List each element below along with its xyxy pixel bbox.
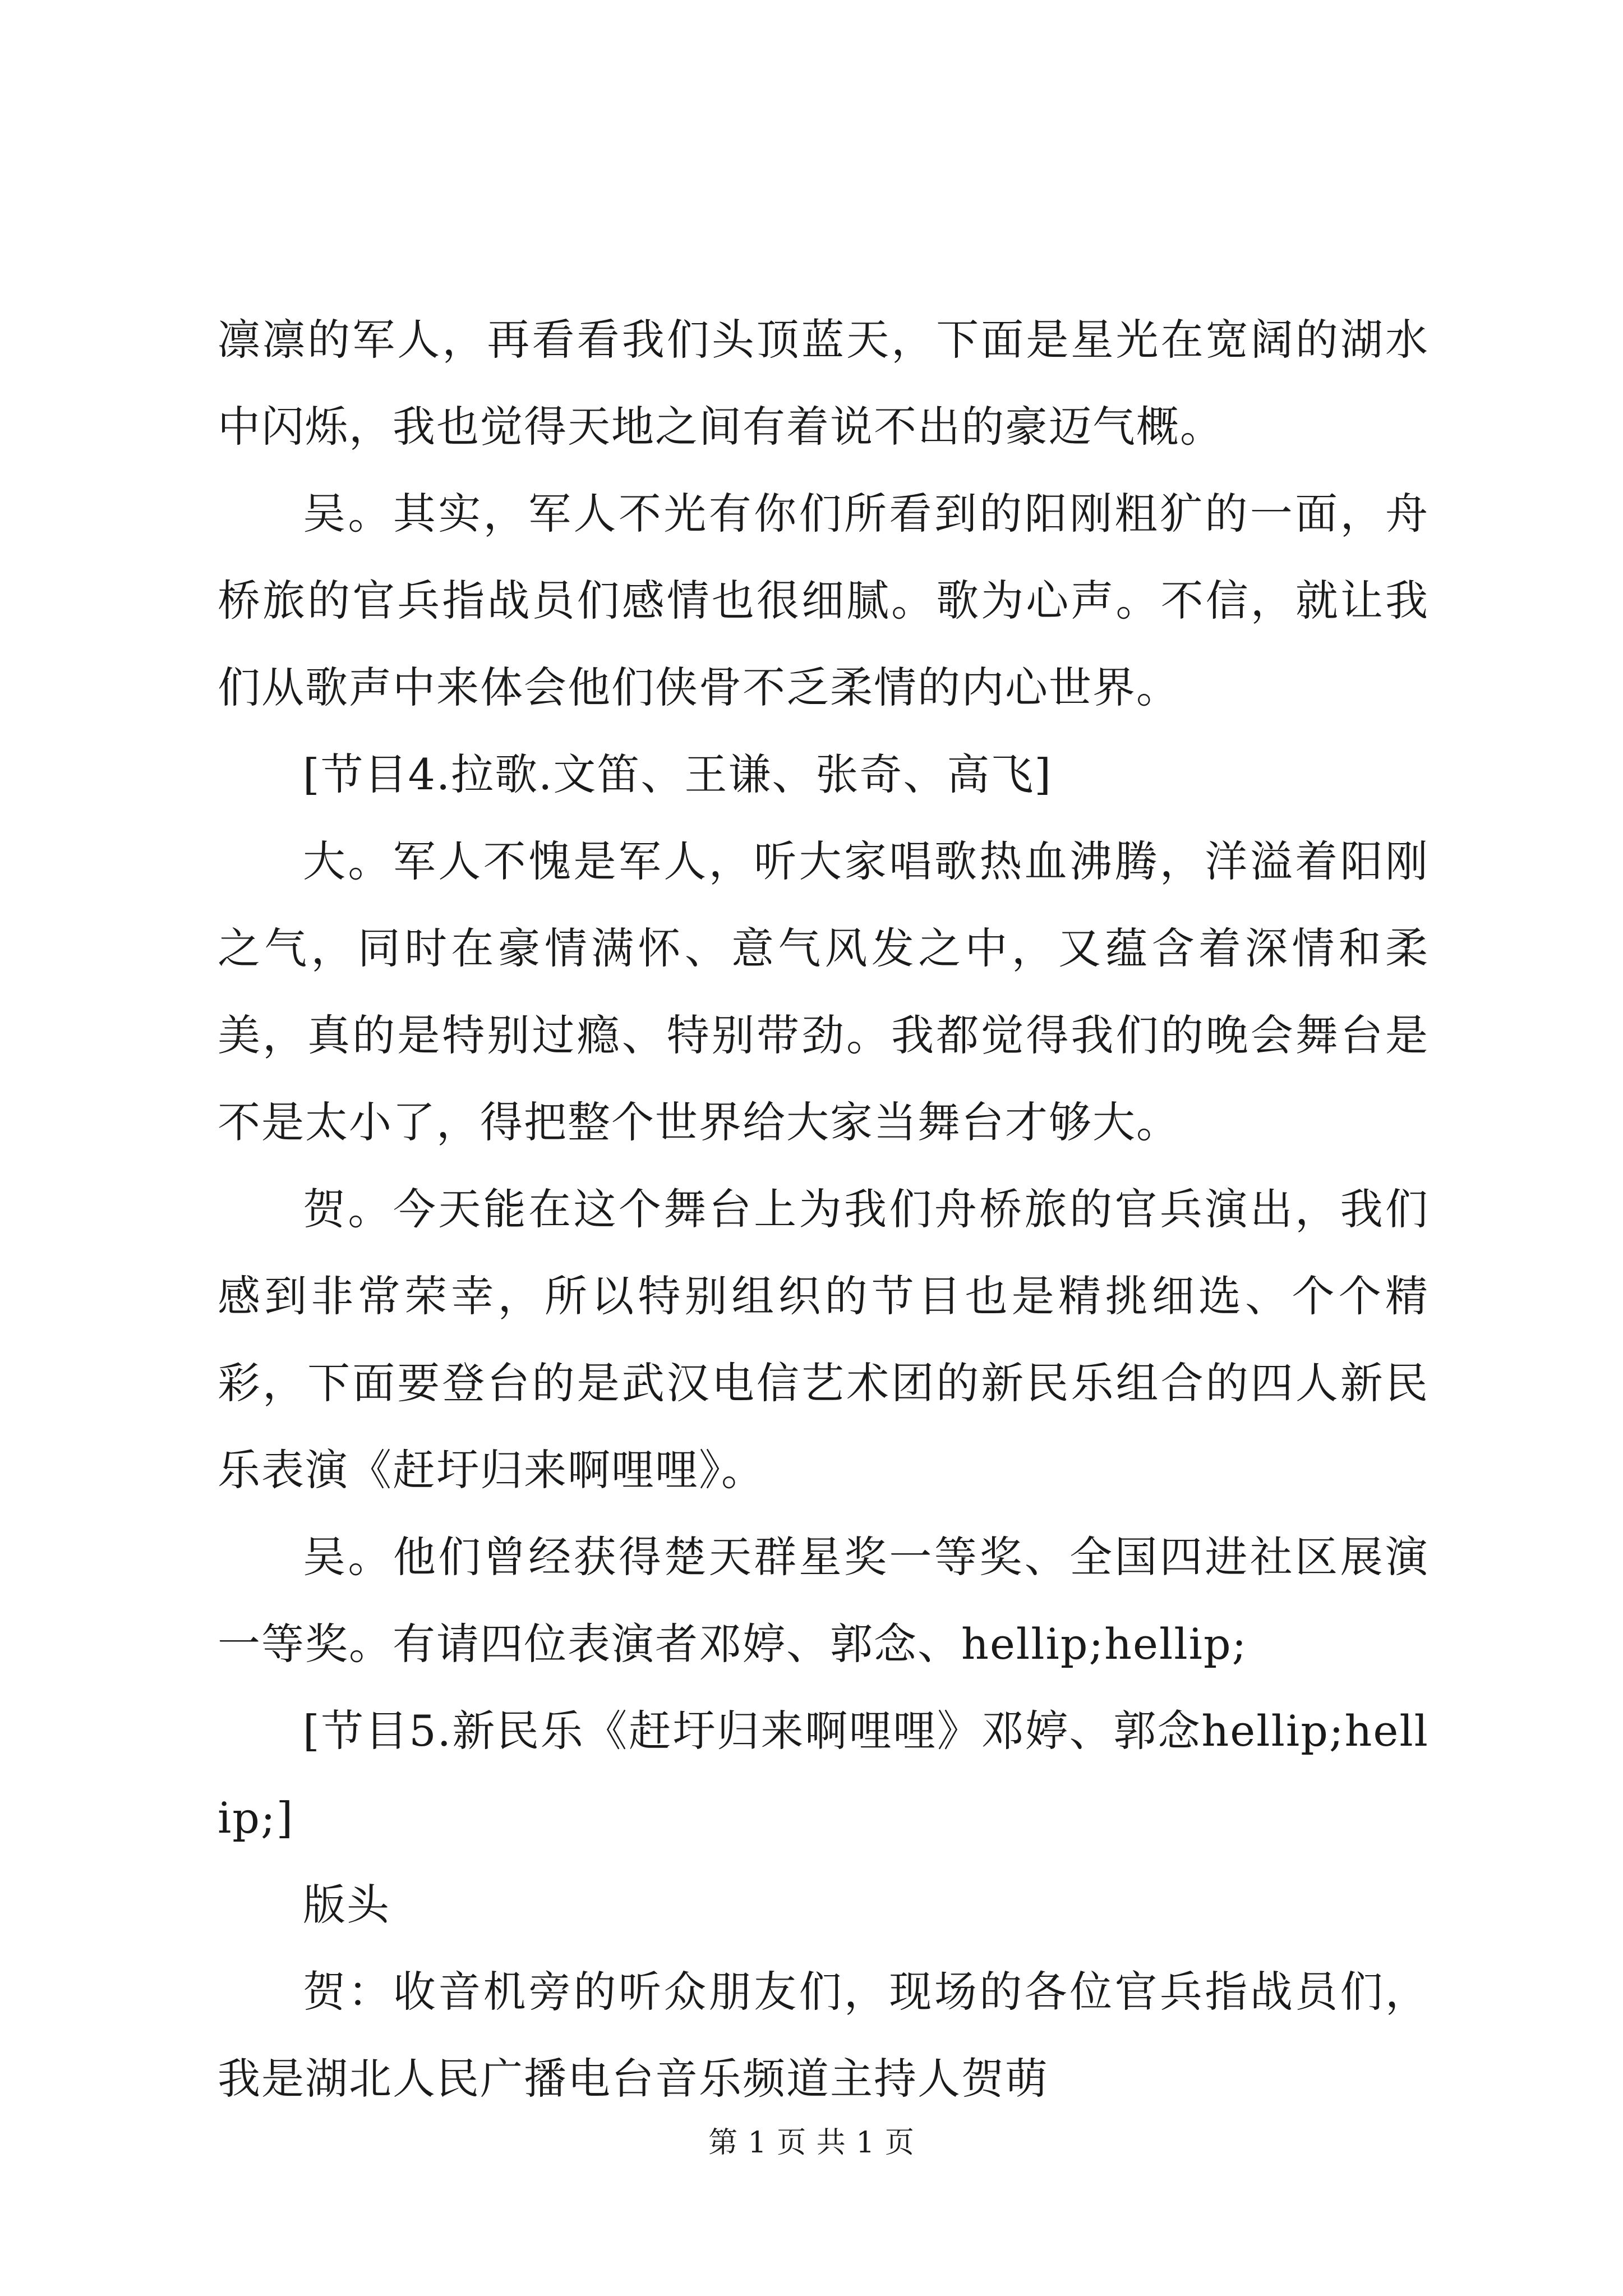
paragraph-he-greeting: 贺：收音机旁的听众朋友们，现场的各位官兵指战员们，我是湖北人民广播电台音乐频道主持人贺萌 (218, 1967, 1429, 2104)
program-note-5: [节目5.新民乐《赶圩归来啊哩哩》邓婷、郭念hellip;hellip;] (218, 1706, 1429, 1843)
paragraph-he-intro: 贺。今天能在这个舞台上为我们舟桥旅的官兵演出，我们感到非常荣幸，所以特别组织的节目也是精挑细选、个个精彩，下面要登台的是武汉电信艺术团的新民乐组合的四人新民乐表演《赶圩归来啊哩哩》。 (218, 1184, 1429, 1495)
program-note-4: [节目4.拉歌.文笛、王谦、张奇、高飞] (303, 749, 1052, 799)
page-number-footer: 第 1 页 共 1 页 (708, 2126, 915, 2160)
paragraph-wu-intro: 吴。其实，军人不光有你们所看到的阳刚粗犷的一面，舟桥旅的官兵指战员们感情也很细腻。歌为心声。不信，就让我们从歌声中来体会他们侠骨不乏柔情的内心世界。 (218, 489, 1429, 712)
section-heading-bantou: 版头 (303, 1880, 390, 1930)
paragraph-da-comment: 大。军人不愧是军人，听大家唱歌热血沸腾，洋溢着阳刚之气，同时在豪情满怀、意气风发之中，又蕴含着深情和柔美，真的是特别过瘾、特别带劲。我都觉得我们的晚会舞台是不是太小了，得把整个世界给大家当舞台才够大。 (218, 836, 1429, 1147)
paragraph-continuation: 凛凛的军人，再看看我们头顶蓝天，下面是星光在宽阔的湖水中闪烁，我也觉得天地之间有着说不出的豪迈气概。 (218, 315, 1429, 452)
document-body (218, 296, 1429, 2122)
paragraph-wu-awards: 吴。他们曾经获得楚天群星奖一等奖、全国四进社区展演一等奖。有请四位表演者邓婷、郭念、hellip;hellip; (218, 1532, 1429, 1669)
